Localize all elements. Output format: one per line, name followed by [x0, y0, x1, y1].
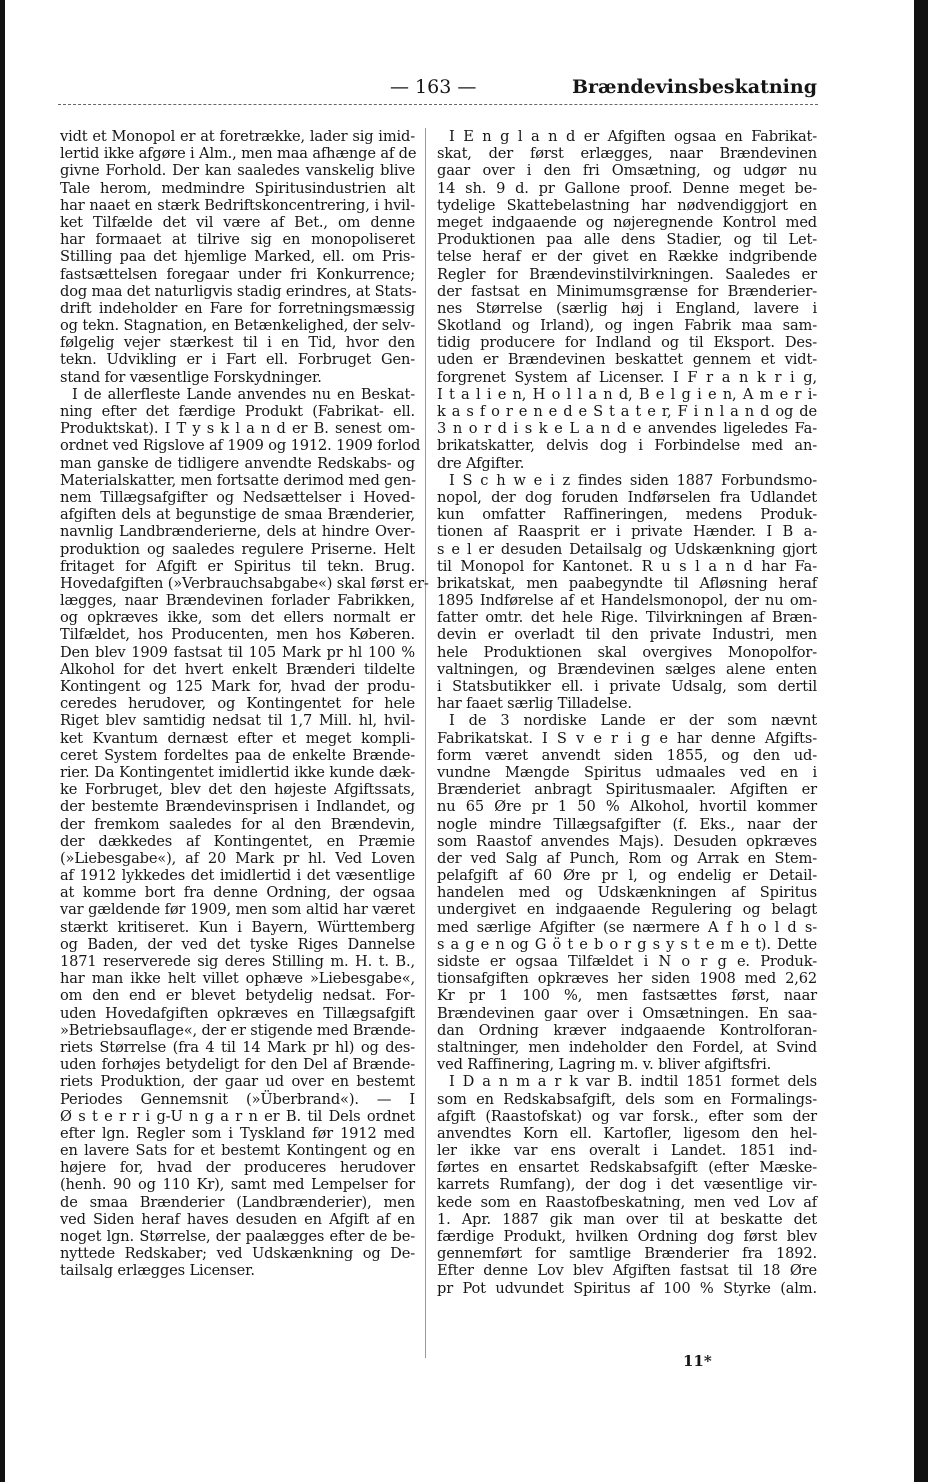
text-line: I E n g l a n d er Afgiften ogsaa en Fabrikat-	[449, 128, 817, 145]
left-column	[60, 128, 429, 1280]
text-line: om den end er blevet betydelig nedsat. For-	[60, 987, 415, 1005]
text-line: Stilling paa det hjemlige Marked, ell. om Pris-	[60, 248, 415, 266]
text-line: med særlige Afgifter (se nærmere A f h o l d s-	[437, 918, 817, 936]
text-line: lertid ikke afgøre i Alm., men maa afhænge af de	[60, 145, 417, 163]
text-line: brikatskat, men paabegyndte til Afløsning heraf	[437, 574, 817, 592]
scan-edge-right	[914, 0, 928, 1482]
text-line: de smaa Brænderier (Landbrænderier), men	[60, 1193, 415, 1211]
text-line: vidt et Monopol er at foretrække, lader sig imid-	[60, 128, 415, 145]
text-line: at komme bort fra denne Ordning, der ogsaa	[60, 884, 415, 902]
text-line: staltninger, men indeholder den Fordel, at Svind	[437, 1038, 817, 1056]
text-line: drift indeholder en Fare for forretningsmæssig	[60, 299, 415, 317]
text-line: nyttede Redskaber; ved Udskænkning og De-	[60, 1245, 415, 1263]
text-line: valtningen, og Brændevinen sælges alene enten	[437, 660, 817, 678]
text-line: s a g e n og G ö t e b o r g s y s t e m e t). Dette	[437, 935, 817, 953]
text-line: navnlig Landbrænderierne, dels at hindre Over-	[60, 523, 415, 541]
text-line: afgiften dels at begunstige de smaa Brænderier,	[60, 506, 415, 524]
text-line: uden forhøjes betydeligt for den Del af Brænde-	[60, 1056, 415, 1074]
text-line: der bestemte Brændevinsprisen i Indlandet, og	[60, 798, 415, 816]
text-line: en lavere Sats for et bestemt Kontingent og en	[60, 1142, 415, 1160]
running-title: Brændevinsbeskatning	[571, 76, 817, 98]
text-line: telse heraf er der givet en Række indgribende	[437, 248, 817, 266]
text-line: der dækkedes af Kontingentet, en Præmie	[60, 832, 415, 850]
text-line: ceredes herudover, og Kontingentet for hele	[60, 695, 415, 713]
text-line: »Betriebsauflage«, der er stigende med Brænde-	[60, 1021, 416, 1039]
text-line: Brænderiet anbragt Spiritusmaaler. Afgiften er	[437, 781, 817, 799]
text-line: riets Størrelse (fra 4 til 14 Mark pr hl) og des-	[60, 1038, 415, 1056]
text-line: givne Forhold. Der kan saaledes vanskelig blive	[60, 162, 415, 180]
text-line: og tekn. Stagnation, en Betænkelighed, der selv-	[60, 317, 415, 335]
text-line: og Baden, der ved det tyske Riges Dannelse	[60, 935, 415, 953]
text-line: færdige Produkt, hvilken Ordning dog først blev	[437, 1228, 817, 1245]
text-line: tionen af Raasprit er i private Hænder. I B a-	[437, 523, 817, 541]
text-line: tydelige Skattebelastning har nødvendiggjort en	[437, 196, 817, 214]
text-line: 3 n o r d i s k e L a n d e anvendes ligeledes Fa-	[437, 420, 817, 438]
text-line: lægges, naar Brændevinen forlader Fabrikken,	[60, 592, 415, 610]
text-line: Regler for Brændevinstilvirkningen. Saaledes er	[437, 265, 817, 283]
text-line: vundne Mængde Spiritus udmaales ved en i	[437, 763, 817, 781]
text-line: Hovedafgiften (»Verbrauchsabgabe«) skal først er-	[60, 574, 429, 592]
text-line: kede som en Raastofbeskatning, men ved Lov af	[437, 1193, 817, 1211]
text-line: karrets Rumfang), der dog i det væsentlige vir-	[437, 1176, 817, 1194]
text-line: tionsafgiften opkræves her siden 1908 med 2,62	[437, 970, 817, 988]
text-line: tidig producere for Indland og til Eksport. Des-	[437, 334, 817, 352]
text-line: tailsalg erlægges Licenser.	[60, 1262, 255, 1280]
text-line: som Raastof anvendes Majs). Desuden opkræves	[437, 832, 817, 850]
text-line: har naaet en stærk Bedriftskoncentrering, i hvil-	[60, 196, 415, 214]
text-line: ke Forbruget, blev det den højeste Afgiftssats,	[60, 781, 415, 799]
text-line: og opkræves ikke, som det ellers normalt er	[60, 609, 415, 627]
text-line: ning efter det færdige Produkt (Fabrikat- ell.	[60, 403, 415, 420]
text-line: produktion og saaledes regulere Priserne. Helt	[60, 540, 415, 558]
text-line: ket Kvantum dernæst efter et meget kompli-	[60, 729, 415, 747]
right-column	[437, 128, 817, 1297]
text-line: I t a l i e n, H o l l a n d, B e l g i e n, A m e r i-	[437, 385, 817, 403]
text-line: riets Produktion, der gaar ud over en bestemt	[60, 1073, 415, 1091]
text-line: k a s f o r e n e d e S t a t e r, F i n l a n d og de	[437, 403, 817, 420]
text-line: var gældende før 1909, men som altid har været	[60, 901, 415, 919]
text-line: 1871 reserverede sig deres Stilling m. H. t. B.,	[60, 953, 415, 970]
text-line: der ved Salg af Punch, Rom og Arrak en Stem-	[437, 849, 817, 867]
text-line: pr Pot udvundet Spiritus af 100 % Styrke (alm.	[437, 1279, 817, 1297]
text-line: Materialskatter, men fortsatte derimod med gen-	[60, 471, 416, 489]
text-line: der fastsat en Minimumsgrænse for Brænderier-	[437, 282, 817, 300]
text-line: noget lgn. Størrelse, der paalægges efter de be-	[60, 1228, 415, 1245]
text-line: fastsættelsen foregaar under fri Konkurrence;	[60, 265, 415, 283]
text-line: rier. Da Kontingentet imidlertid ikke kunde dæk-	[60, 763, 415, 781]
page-header	[60, 74, 817, 104]
header-rule	[58, 104, 818, 105]
text-line: sidste er ogsaa Tilfældet i N o r g e. Produk-	[437, 953, 817, 970]
text-line: 14 sh. 9 d. pr Gallone proof. Denne meget be-	[437, 179, 817, 197]
text-line: handelen med og Udskænkningen af Spiritus	[437, 884, 817, 902]
text-line: Riget blev samtidig nedsat til 1,7 Mill. hl, hvil-	[60, 712, 415, 730]
column-divider	[425, 128, 426, 1358]
text-line: Ø s t e r r i g-U n g a r n er B. til Dels ordnet	[60, 1107, 415, 1125]
text-line: Kontingent og 125 Mark for, hvad der produ-	[60, 678, 415, 695]
text-line: anvendtes Korn ell. Kartofler, ligesom den hel-	[437, 1124, 817, 1142]
scan-edge-left	[0, 0, 5, 1482]
text-line: I S c h w e i z findes siden 1887 Forbundsmo-	[449, 471, 817, 489]
text-line: Produktskat). I T y s k l a n d er B. senest om-	[60, 420, 415, 438]
text-line: I de 3 nordiske Lande er der som nævnt	[449, 712, 817, 730]
text-line: nes Størrelse (særlig høj i England, lavere i	[437, 299, 817, 317]
text-line: efter lgn. Regler som i Tyskland før 1912 med	[60, 1124, 415, 1142]
text-line: Efter denne Lov blev Afgiften fastsat til 18 Øre	[437, 1262, 817, 1280]
text-line: hele Produktionen skal overgives Monopolfor-	[437, 643, 817, 661]
text-line: som en Redskabsafgift, dels som en Formalings-	[437, 1090, 817, 1108]
text-line: førtes en ensartet Redskabsafgift (efter Mæske-	[437, 1159, 817, 1177]
text-line: højere for, hvad der produceres herudover	[60, 1159, 415, 1177]
text-line: 1. Apr. 1887 gik man over til at beskatte det	[437, 1210, 817, 1228]
text-line: der fremkom saaledes for al den Brændevin,	[60, 815, 415, 833]
text-line: (henh. 90 og 110 Kr), samt med Lempelser for	[60, 1176, 415, 1194]
text-line: afgift (Raastofskat) og var forsk., efter som der	[437, 1107, 817, 1125]
text-line: stærkt kritiseret. Kun i Bayern, Württemberg	[60, 918, 415, 936]
text-line: Tilfældet, hos Producenten, men hos Køberen.	[60, 626, 415, 644]
text-line: tekn. Udvikling er i Fart ell. Forbruget Gen-	[60, 351, 415, 369]
text-line: følgelig vejer stærkest til i en Tid, hvor den	[60, 334, 415, 352]
text-line: I D a n m a r k var B. indtil 1851 formet dels	[449, 1073, 817, 1091]
text-line: ved Raffinering, Lagring m. v. bliver afgiftsfri.	[437, 1056, 772, 1074]
text-line: meget indgaaende og nøjeregnende Kontrol med	[437, 213, 817, 231]
text-line: til Monopol for Kantonet. R u s l a n d har Fa-	[437, 557, 817, 575]
text-line: pelafgift af 60 Øre pr l, og endelig er Detail-	[437, 867, 817, 885]
text-line: kun omfatter Raffineringen, medens Produk-	[437, 506, 817, 524]
text-line: stand for væsentlige Forskydninger.	[60, 368, 322, 386]
text-line: Produktionen paa alle dens Stadier, og til Let-	[437, 231, 817, 249]
text-line: Fabrikatskat. I S v e r i g e har denne Afgifts-	[437, 729, 817, 747]
text-line: i Statsbutikker ell. i private Udsalg, som dertil	[437, 678, 817, 695]
text-line: Skotland og Irland), og ingen Fabrik maa sam-	[437, 317, 817, 335]
text-line: Periodes Gennemsnit (»Überbrand«). — I	[60, 1090, 415, 1108]
text-line: I de allerfleste Lande anvendes nu en Beskat-	[72, 385, 415, 403]
text-line: nu 65 Øre pr 1 50 % Alkohol, hvortil kommer	[437, 798, 817, 816]
text-line: undergivet en indgaaende Regulering og belagt	[437, 901, 817, 919]
text-line: dog maa det naturligvis stadig erindres, at Stats-	[60, 282, 417, 300]
text-line: nogle mindre Tillægsafgifter (f. Eks., naar der	[437, 815, 817, 833]
text-line: (»Liebesgabe«), af 20 Mark pr hl. Ved Loven	[60, 849, 415, 867]
text-line: ordnet ved Rigslove af 1909 og 1912. 1909 forlod	[60, 437, 421, 455]
text-line: nem Tillægsafgifter og Nedsættelser i Hoved-	[60, 488, 415, 506]
text-line: af 1912 lykkedes det imidlertid i det væsentlige	[60, 867, 415, 885]
page-number: — 163 —	[390, 76, 477, 98]
text-line: s e l er desuden Detailsalg og Udskænkning gjort	[437, 540, 817, 558]
text-line: nopol, der dog foruden Indførselen fra Udlandet	[437, 488, 817, 506]
text-line: fatter omtr. det hele Rige. Tilvirkningen af Bræn-	[437, 609, 817, 627]
text-line: gaar over i den fri Omsætning, og udgør nu	[437, 162, 817, 180]
text-line: ket Tilfælde det vil være af Bet., om denne	[60, 213, 415, 231]
text-line: Kr pr 1 100 %, men fastsættes først, naar	[437, 987, 817, 1005]
text-line: skat, der først erlægges, naar Brændevinen	[437, 145, 817, 163]
text-line: 1895 Indførelse af et Handelsmonopol, der nu om-	[437, 592, 817, 610]
text-line: dre Afgifter.	[437, 454, 525, 472]
text-line: form været anvendt siden 1855, og den ud-	[437, 746, 817, 764]
text-line: Den blev 1909 fastsat til 105 Mark pr hl 100 %	[60, 643, 415, 661]
text-line: Alkohol for det hvert enkelt Brænderi tildelte	[60, 660, 415, 678]
text-line: gennemført for samtlige Brænderier fra 1892.	[437, 1245, 817, 1263]
text-line: har faaet særlig Tilladelse.	[437, 695, 632, 713]
text-line: har formaaet at tilrive sig en monopoliseret	[60, 231, 415, 249]
text-line: uden Hovedafgiften opkræves en Tillægsafgift	[60, 1004, 415, 1022]
text-line: brikatskatter, delvis dog i Forbindelse med an-	[437, 437, 817, 455]
text-line: devin er overladt til den private Industri, men	[437, 626, 817, 644]
text-line: uden er Brændevinen beskattet gennem et vidt-	[437, 351, 817, 369]
signature-mark: 11*	[683, 1352, 712, 1370]
text-line: Tale herom, medmindre Spiritusindustrien alt	[60, 179, 415, 197]
text-line: har man ikke helt villet ophæve »Liebesgabe«,	[60, 970, 415, 988]
text-line: Brændevinen gaar over i Omsætningen. En saa-	[437, 1004, 817, 1022]
text-line: ceret System fordeltes paa de enkelte Brænde-	[60, 746, 415, 764]
text-line: forgrenet System af Licenser. I F r a n k r i g,	[437, 368, 817, 386]
text-line: fritaget for Afgift er Spiritus til tekn. Brug.	[60, 557, 415, 575]
text-line: ved Siden heraf haves desuden en Afgift af en	[60, 1210, 415, 1228]
text-line: man ganske de tidligere anvendte Redskabs- og	[60, 454, 415, 472]
text-line: ler ikke var ens overalt i Landet. 1851 ind-	[437, 1142, 817, 1160]
text-line: dan Ordning kræver indgaaende Kontrolforan-	[437, 1021, 817, 1039]
